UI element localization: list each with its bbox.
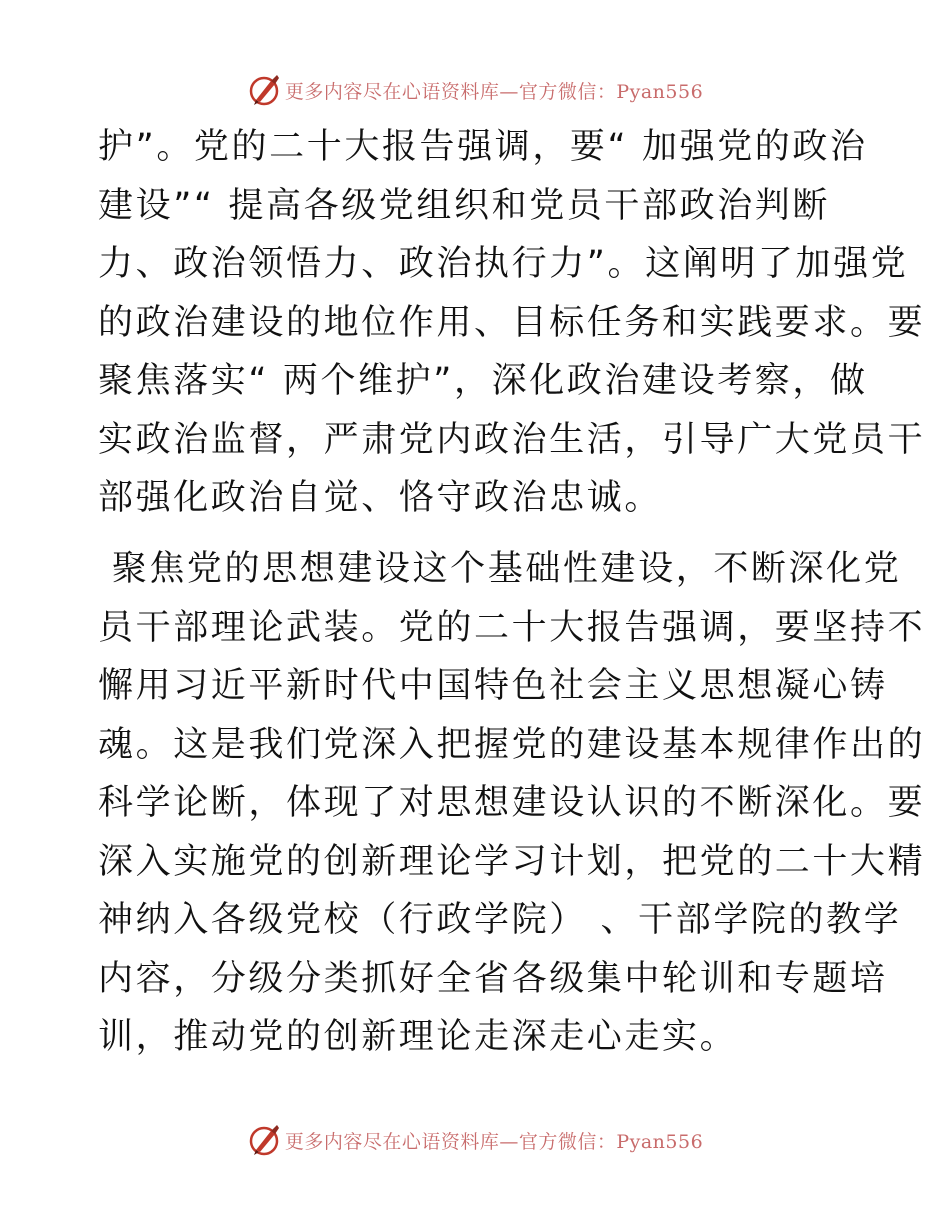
paragraph-line: 懈用习近平新时代中国特色社会主义思想凝心铸 <box>98 666 888 706</box>
header-banner-text: 更多内容尽在心语资料库—官方微信：Pyan556 <box>284 80 704 103</box>
footer-banner-content <box>247 1123 703 1157</box>
paragraph-line: 内容，分级分类抓好全省各级集中轮训和专题培 <box>98 958 888 999</box>
paragraph-line: 护”。党的二十大报告强调，要“ 加强党的政治 <box>98 127 868 167</box>
paragraph-1 <box>98 118 926 528</box>
paragraph-line: 建设”“ 提高各级党组织和党员干部政治判断 <box>98 185 830 226</box>
paragraph-2 <box>98 540 926 1067</box>
paragraph-line: 科学论断，体现了对思想建设认识的不断深化。要 <box>98 783 926 823</box>
header-banner <box>0 70 950 110</box>
paragraph-line: 聚焦党的思想建设这个基础性建设，不断深化党 <box>98 549 902 589</box>
footer-banner-text: 更多内容尽在心语资料库—官方微信：Pyan556 <box>284 1130 704 1153</box>
pen-quill-logo-icon <box>247 1123 281 1157</box>
paragraph-line: 神纳入各级党校（行政学院） 、干部学院的教学 <box>98 900 902 940</box>
paragraph-line: 实政治监督，严肃党内政治生活，引导广大党员干 <box>98 419 926 460</box>
paragraph-line: 的政治建设的地位作用、目标任务和实践要求。要 <box>98 302 926 343</box>
paragraph-line: 力、政治领悟力、政治执行力”。这阐明了加强党 <box>98 244 909 284</box>
paragraph-line: 训，推动党的创新理论走深走心走实。 <box>98 1017 738 1057</box>
paragraph-line: 部强化政治自觉、恪守政治忠诚。 <box>98 478 663 518</box>
pen-quill-logo-icon <box>247 73 281 107</box>
paragraph-line: 聚焦落实“ 两个维护”，深化政治建设考察，做 <box>98 361 868 401</box>
paragraph-line: 深入实施党的创新理论学习计划，把党的二十大精 <box>98 841 926 882</box>
paragraph-line: 员干部理论武装。党的二十大报告强调，要坚持不 <box>98 607 926 648</box>
footer-banner <box>0 1120 950 1160</box>
header-banner-content <box>247 73 703 107</box>
paragraph-line: 魂。这是我们党深入把握党的建设基本规律作出的 <box>98 724 926 765</box>
